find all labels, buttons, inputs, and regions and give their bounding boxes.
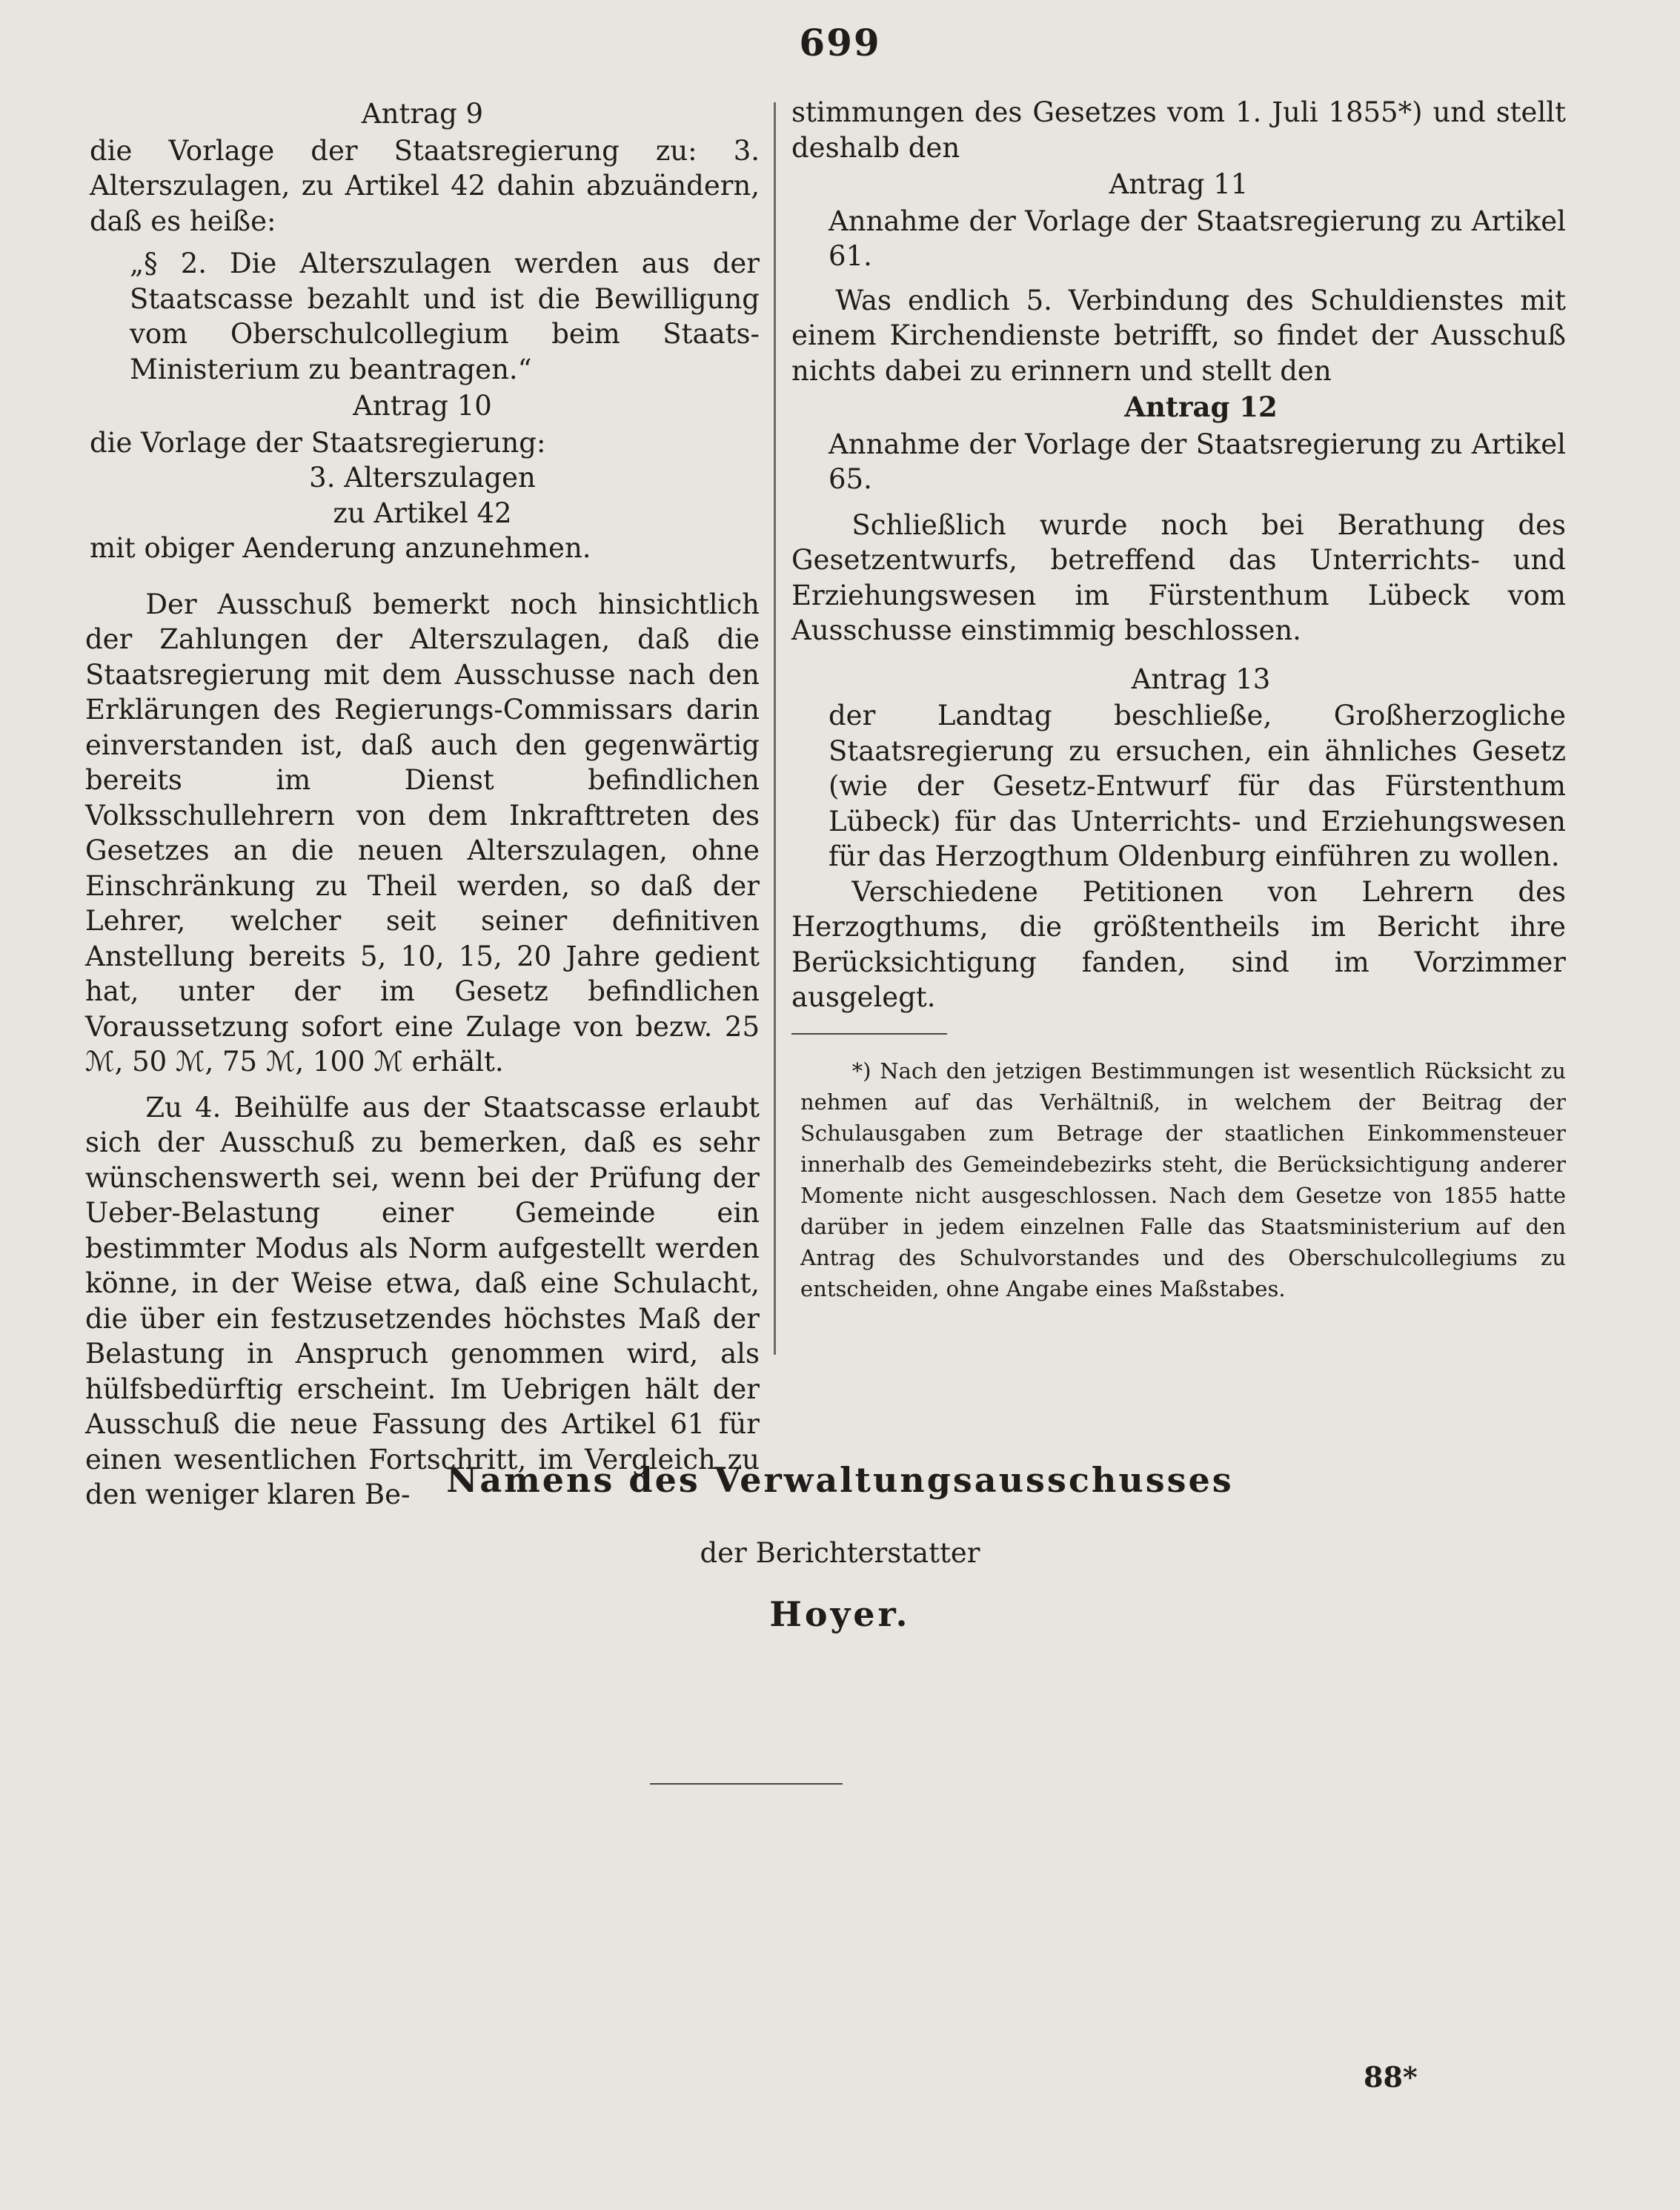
footnote-text: *) Nach den jetzigen Bestimmungen ist wesentlich Rücksicht zu nehmen auf das Verhältniß, in welchem der Beitrag der Schulausgaben zum Betrage der staatlichen Einkommensteuer innerhalb des Gemeindebezirks steht, die Berücksichtigung anderer Momente nicht ausgeschlossen. Nach dem Gesetze von 1855 hatte darüber in jedem einzelnen Falle das Staatsministerium auf den Antrag des Schulvorstandes und des Oberschulcollegiums zu entscheiden, ohne Angabe eines Maßstabes. — [800, 1058, 1566, 1301]
signature-role: der Berichterstatter — [700, 1537, 980, 1569]
antrag-11-heading: Antrag 11 — [1109, 168, 1249, 200]
paragraph-alterszulagen: Der Ausschuß bemerkt noch hinsichtlich der Zahlungen der Alterszulagen, daß die Staatsregierung mit dem Ausschusse nach den Erklärungen des Regierungs-Commissars darin einverstanden ist, daß auch den gegenwärtig bereits im Dienst befindlichen Volksschullehrern von dem Inkrafttreten des Gesetzes an die neuen Alterszulagen, ohne Einschränkung zu Theil werden, so daß der Lehrer, welcher seit seiner definitiven Anstellung bereits 5, 10, 15, 20 Jahre gedient hat, unter der im Gesetz befindlichen Voraussetzung sofort eine Zulage von bezw. 25 ℳ, 50 ℳ, 75 ℳ, 100 ℳ erhält. — [85, 588, 760, 1078]
paragraph-schuldienst: Was endlich 5. Verbindung des Schuldienstes mit einem Kirchendienste betrifft, so findet der Ausschuß nichts dabei zu erinnern und stellt den — [791, 284, 1566, 387]
closing-rule — [650, 1783, 843, 1785]
signature-name: Hoyer. — [769, 1594, 911, 1634]
antrag-9-intro: die Vorlage der Staatsregierung zu: 3. Alterszulagen, zu Artikel 42 dahin abzuändern, daß es heiße: — [90, 134, 760, 237]
antrag-12-text: Annahme der Vorlage der Staatsregierung zu Artikel 65. — [829, 428, 1566, 495]
antrag-10-intro: die Vorlage der Staatsregierung: — [90, 426, 546, 459]
antrag-10-heading: Antrag 10 — [353, 390, 492, 422]
antrag-10-item-2: zu Artikel 42 — [333, 497, 512, 529]
antrag-10-item-1: 3. Alterszulagen — [309, 462, 536, 494]
footnote-rule — [791, 1033, 947, 1035]
page-number: 699 — [799, 21, 881, 64]
antrag-13-heading: Antrag 13 — [1131, 663, 1271, 695]
right-column — [791, 95, 1566, 1304]
footnote — [791, 1055, 1566, 1304]
column-divider — [774, 102, 776, 1355]
antrag-9-quote: „§ 2. Die Alterszulagen werden aus der Staatscasse bezahlt und ist die Bewilligung vom Oberschulcollegium beim Staats-Ministerium zu beantragen.“ — [130, 248, 760, 385]
paragraph-petitionen: Verschiedene Petitionen von Lehrern des Herzogthums, die größtentheils im Bericht ihre Berücksichtigung fanden, sind im Vorzimmer ausgelegt. — [791, 875, 1566, 1013]
paragraph-beihuelfe: Zu 4. Beihülfe aus der Staatscasse erlaubt sich der Ausschuß zu bemerken, daß es sehr wünschenswerth sei, wenn bei der Prüfung der Ueber-Belastung einer Gemeinde ein bestimmter Modus als Norm aufgestellt werden könne, in der Weise etwa, daß eine Schulacht, die über ein festzusetzendes höchstes Maß der Belastung in Anspruch genommen wird, als hülfsbedürftig erscheint. Im Uebrigen hält der Ausschuß die neue Fassung des Artikel 61 für einen wesentlichen Fortschritt, im Vergleich zu den weniger klaren Be- — [85, 1091, 760, 1510]
antrag-10-end: mit obiger Aenderung anzunehmen. — [90, 532, 591, 564]
antrag-13-text: der Landtag beschließe, Großherzogliche Staatsregierung zu ersuchen, ein ähnliches Gesetz (wie der Gesetz-Entwurf für das Fürstenthum Lübeck) für das Unterrichts- und Erziehungswesen für das Herzogthum Oldenburg einführen zu wollen. — [829, 700, 1566, 872]
continuation-text: stimmungen des Gesetzes vom 1. Juli 1855*) und stellt deshalb den — [791, 96, 1566, 164]
signature-block — [0, 1460, 1680, 1634]
left-column — [85, 95, 760, 1513]
signature-title: Namens des Verwaltungsausschusses — [446, 1460, 1234, 1500]
paragraph-schliesslich: Schließlich wurde noch bei Berathung des Gesetzentwurfs, betreffend das Unterrichts- und Erziehungswesen im Fürstenthum Lübeck vom Ausschusse einstimmig beschlossen. — [791, 508, 1566, 646]
antrag-12-heading: Antrag 12 — [1124, 391, 1278, 423]
antrag-9-heading: Antrag 9 — [361, 98, 484, 130]
sheet-signature-mark: 88* — [1364, 2060, 1418, 2094]
antrag-11-text: Annahme der Vorlage der Staatsregierung zu Artikel 61. — [829, 205, 1566, 272]
